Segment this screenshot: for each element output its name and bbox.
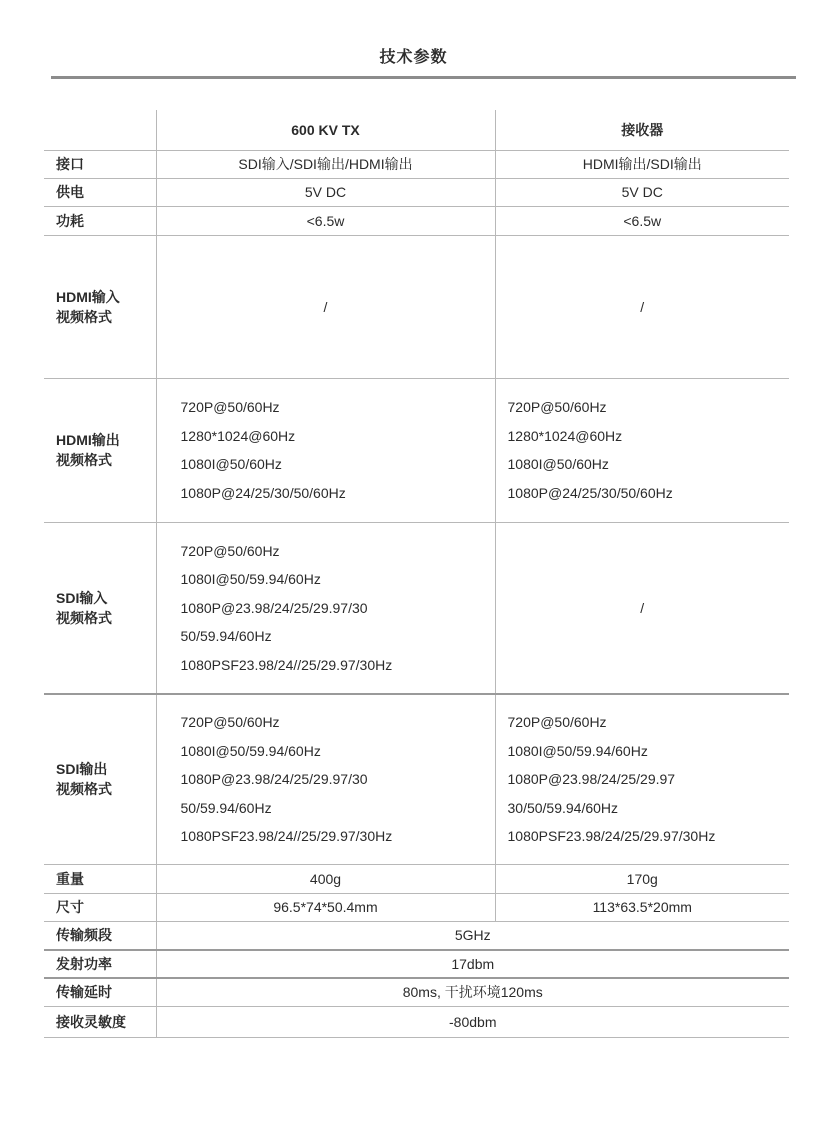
shared-value: 17dbm — [156, 950, 789, 978]
table-row — [44, 864, 789, 893]
format-item: 720P@50/60Hz — [180, 399, 280, 415]
format-item: 1280*1024@60Hz — [507, 427, 623, 444]
table-row — [44, 378, 789, 522]
tx-value: <6.5w — [156, 206, 495, 235]
rx-value: 113*63.5*20mm — [495, 893, 789, 921]
table-row — [44, 235, 789, 378]
row-label: SDI输出 视频格式 — [44, 694, 156, 864]
rx-format-list — [495, 378, 789, 522]
rx-format-list — [495, 694, 789, 864]
shared-value: 80ms, 干扰环境120ms — [156, 978, 789, 1006]
table-row — [44, 978, 789, 1006]
format-item: 1280*1024@60Hz — [180, 427, 296, 444]
row-label: 接收灵敏度 — [44, 1006, 156, 1037]
format-item: 50/59.94/60Hz — [180, 799, 272, 816]
format-item: 1080PSF23.98/24//25/29.97/30Hz — [180, 656, 393, 673]
tx-value: SDI输入/SDI输出/HDMI输出 — [156, 150, 495, 178]
format-item: 1080P@24/25/30/50/60Hz — [507, 484, 673, 501]
tx-format-list — [156, 378, 495, 522]
title-divider — [51, 76, 796, 79]
table-row — [44, 178, 789, 206]
format-item: 1080P@23.98/24/25/29.97 — [507, 771, 676, 787]
rx-value: 170g — [495, 864, 789, 893]
table-row — [44, 694, 789, 864]
tx-format-list — [156, 694, 495, 864]
row-label: 接口 — [44, 150, 156, 178]
format-item: 1080P@23.98/24/25/29.97/30 — [180, 599, 368, 616]
tx-value: / — [156, 235, 495, 378]
shared-value: -80dbm — [156, 1006, 789, 1037]
format-item: 720P@50/60Hz — [507, 714, 607, 730]
tx-format-list — [156, 522, 495, 694]
row-label: 传输延时 — [44, 978, 156, 1006]
table-header-row — [44, 110, 789, 150]
rx-value: <6.5w — [495, 206, 789, 235]
table-row — [44, 206, 789, 235]
format-item: 1080I@50/60Hz — [507, 456, 609, 472]
row-label: 功耗 — [44, 206, 156, 235]
format-item: 1080I@50/59.94/60Hz — [180, 571, 321, 587]
tx-value: 96.5*74*50.4mm — [156, 893, 495, 921]
tx-value: 400g — [156, 864, 495, 893]
format-item: 1080I@50/59.94/60Hz — [507, 742, 648, 759]
tx-value: 5V DC — [156, 178, 495, 206]
table-row — [44, 893, 789, 921]
page-title: 技术参数 — [379, 49, 448, 66]
row-label: 传输频段 — [44, 921, 156, 950]
shared-value: 5GHz — [156, 921, 789, 950]
row-label: 尺寸 — [44, 893, 156, 921]
row-label: 供电 — [44, 178, 156, 206]
format-item: 1080P@23.98/24/25/29.97/30 — [180, 771, 368, 787]
row-label: HDMI输出 视频格式 — [44, 378, 156, 522]
format-item: 720P@50/60Hz — [180, 542, 280, 559]
format-item: 720P@50/60Hz — [180, 714, 280, 730]
table-row — [44, 921, 789, 950]
format-item: 1080I@50/60Hz — [180, 456, 282, 472]
spec-table — [44, 110, 789, 1038]
format-item: 30/50/59.94/60Hz — [507, 799, 619, 816]
column-header-rx: 接收器 — [495, 110, 789, 150]
format-item: 720P@50/60Hz — [507, 399, 607, 415]
format-item: 50/59.94/60Hz — [180, 628, 272, 644]
table-row — [44, 950, 789, 978]
format-item: 1080PSF23.98/24//25/29.97/30Hz — [180, 828, 393, 844]
row-label: HDMI输入 视频格式 — [44, 235, 156, 378]
column-header-tx: 600 KV TX — [156, 110, 495, 150]
rx-value: / — [495, 235, 789, 378]
table-row — [44, 522, 789, 694]
rx-value: 5V DC — [495, 178, 789, 206]
row-label: 重量 — [44, 864, 156, 893]
row-label: SDI输入 视频格式 — [44, 522, 156, 694]
rx-value: HDMI输出/SDI输出 — [495, 150, 789, 178]
format-item: 1080P@24/25/30/50/60Hz — [180, 484, 346, 501]
table-row — [44, 150, 789, 178]
format-item: 1080PSF23.98/24/25/29.97/30Hz — [507, 828, 716, 844]
table-row — [44, 1006, 789, 1037]
rx-value: / — [495, 522, 789, 694]
header-empty-cell — [44, 110, 156, 150]
row-label: 发射功率 — [44, 950, 156, 978]
format-item: 1080I@50/59.94/60Hz — [180, 742, 321, 759]
